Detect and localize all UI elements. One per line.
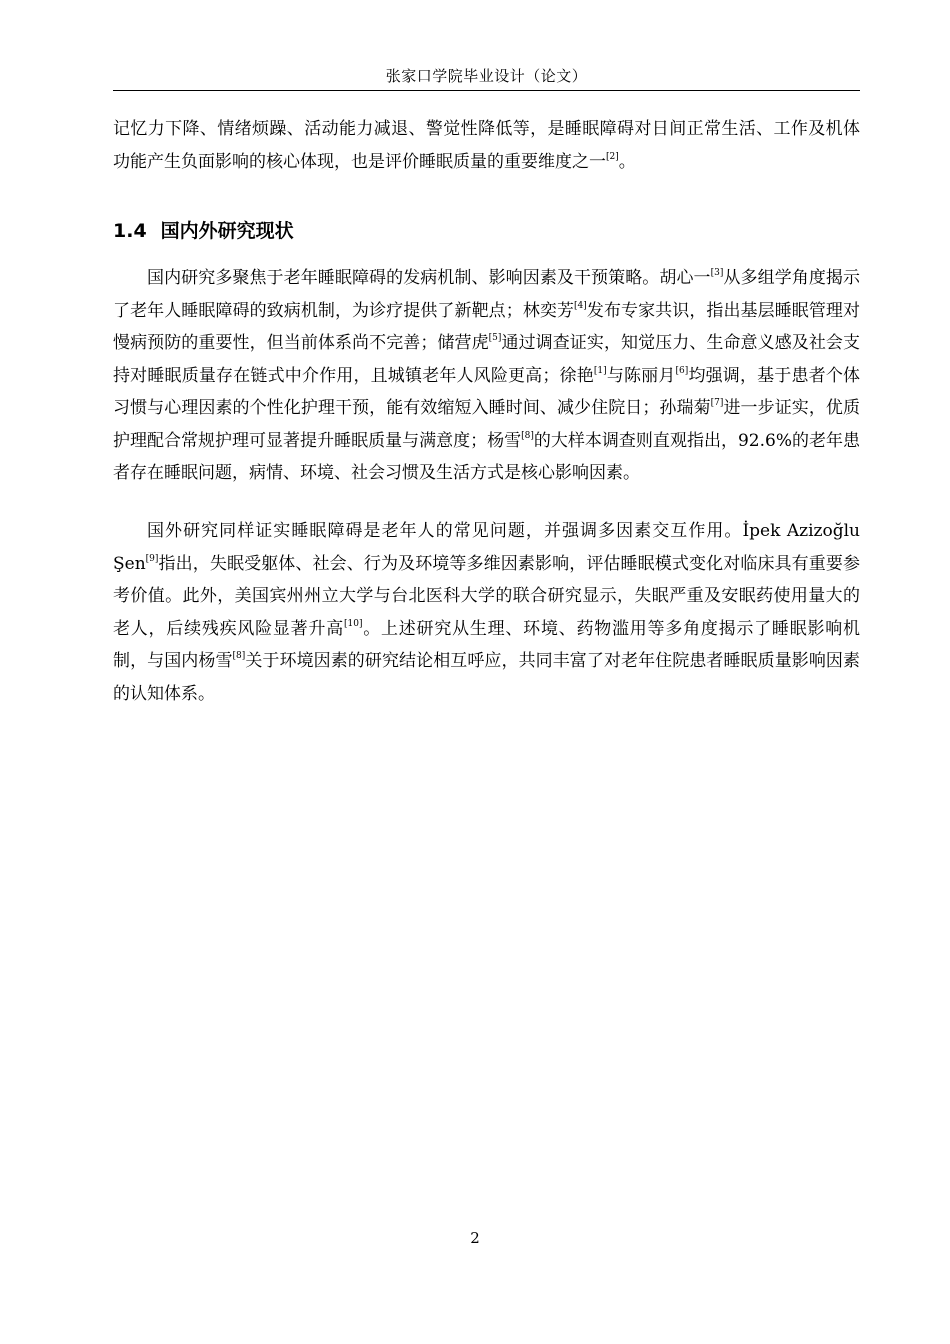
- text-run: 发布专家共识，指出基层睡眠管理对慢病预防的重要性，但当前体系尚不完善；储营虎: [113, 300, 861, 353]
- citation: [4]: [574, 300, 587, 311]
- page-header: [113, 62, 860, 91]
- header-title: 张家口学院毕业设计（论文）: [385, 67, 588, 85]
- text-run: 与陈丽月: [606, 365, 676, 386]
- citation: [8]: [521, 430, 534, 441]
- section-number: 1.4: [113, 220, 147, 242]
- intro-paragraph: [113, 113, 860, 178]
- text-run: 均强调，基于患者个体习惯与心理因素的个性化护理干预，能有效缩短入睡时间、减少住院日；孙瑞菊: [113, 365, 861, 418]
- intro-text: 记忆力下降、情绪烦躁、活动能力减退、警觉性降低等，是睡眠障碍对日间正常生活、工作及机体功能产生负面影响的核心体现，也是评价睡眠质量的重要维度之一: [113, 119, 860, 172]
- text-run: 从多组学角度揭示了老年人睡眠障碍的致病机制，为诊疗提供了新靶点；林奕芳: [113, 268, 861, 321]
- citation: [7]: [710, 398, 724, 408]
- page-number: 2: [470, 1229, 480, 1247]
- citation: [8]: [232, 651, 246, 661]
- section-heading: [113, 216, 294, 246]
- foreign-research-paragraph: [113, 515, 860, 710]
- text-run: 国外研究同样证实睡眠障碍是老年人的常见问题，并强调多因素交互作用。İpek Azizoğlu Şen: [113, 521, 860, 574]
- citation: [5]: [488, 333, 502, 343]
- text-run: 关于环境因素的研究结论相互呼应，共同丰富了对老年住院患者睡眠质量影响因素的认知体系。: [113, 651, 861, 704]
- text-run: 。上述研究从生理、环境、药物滥用等多角度揭示了睡眠影响机制，与国内杨雪: [113, 618, 861, 671]
- citation: [2]: [606, 151, 619, 162]
- text-run: 的大样本调查则直观指出，92.6%的老年患者存在睡眠问题，病情、环境、社会习惯及生活方式是核心影响因素。: [113, 430, 860, 483]
- citation: [1]: [593, 365, 607, 376]
- text-run: 进一步证实，优质护理配合常规护理可显著提升睡眠质量与满意度；杨雪: [113, 398, 861, 451]
- intro-end: 。: [618, 151, 636, 172]
- citation: [9]: [145, 553, 159, 564]
- citation: [10]: [344, 618, 363, 629]
- text-run: 国内研究多聚焦于老年睡眠障碍的发病机制、影响因素及干预策略。胡心一: [147, 268, 711, 288]
- citation: [6]: [675, 365, 689, 376]
- citation: [3]: [710, 268, 724, 278]
- page-footer: [0, 1228, 950, 1248]
- section-title: 国内外研究现状: [160, 220, 294, 242]
- domestic-research-paragraph: [113, 262, 860, 490]
- text-run: 指出，失眠受躯体、社会、行为及环境等多维因素影响，评估睡眠模式变化对临床具有重要参考价值。此外，美国宾州州立大学与台北医科大学的联合研究显示，失眠严重及安眠药使用量大的老人，后续残疾风险显著升高: [113, 553, 860, 639]
- text-run: 通过调查证实，知觉压力、生命意义感及社会支持对睡眠质量存在链式中介作用，且城镇老年人风险更高；徐艳: [113, 333, 861, 386]
